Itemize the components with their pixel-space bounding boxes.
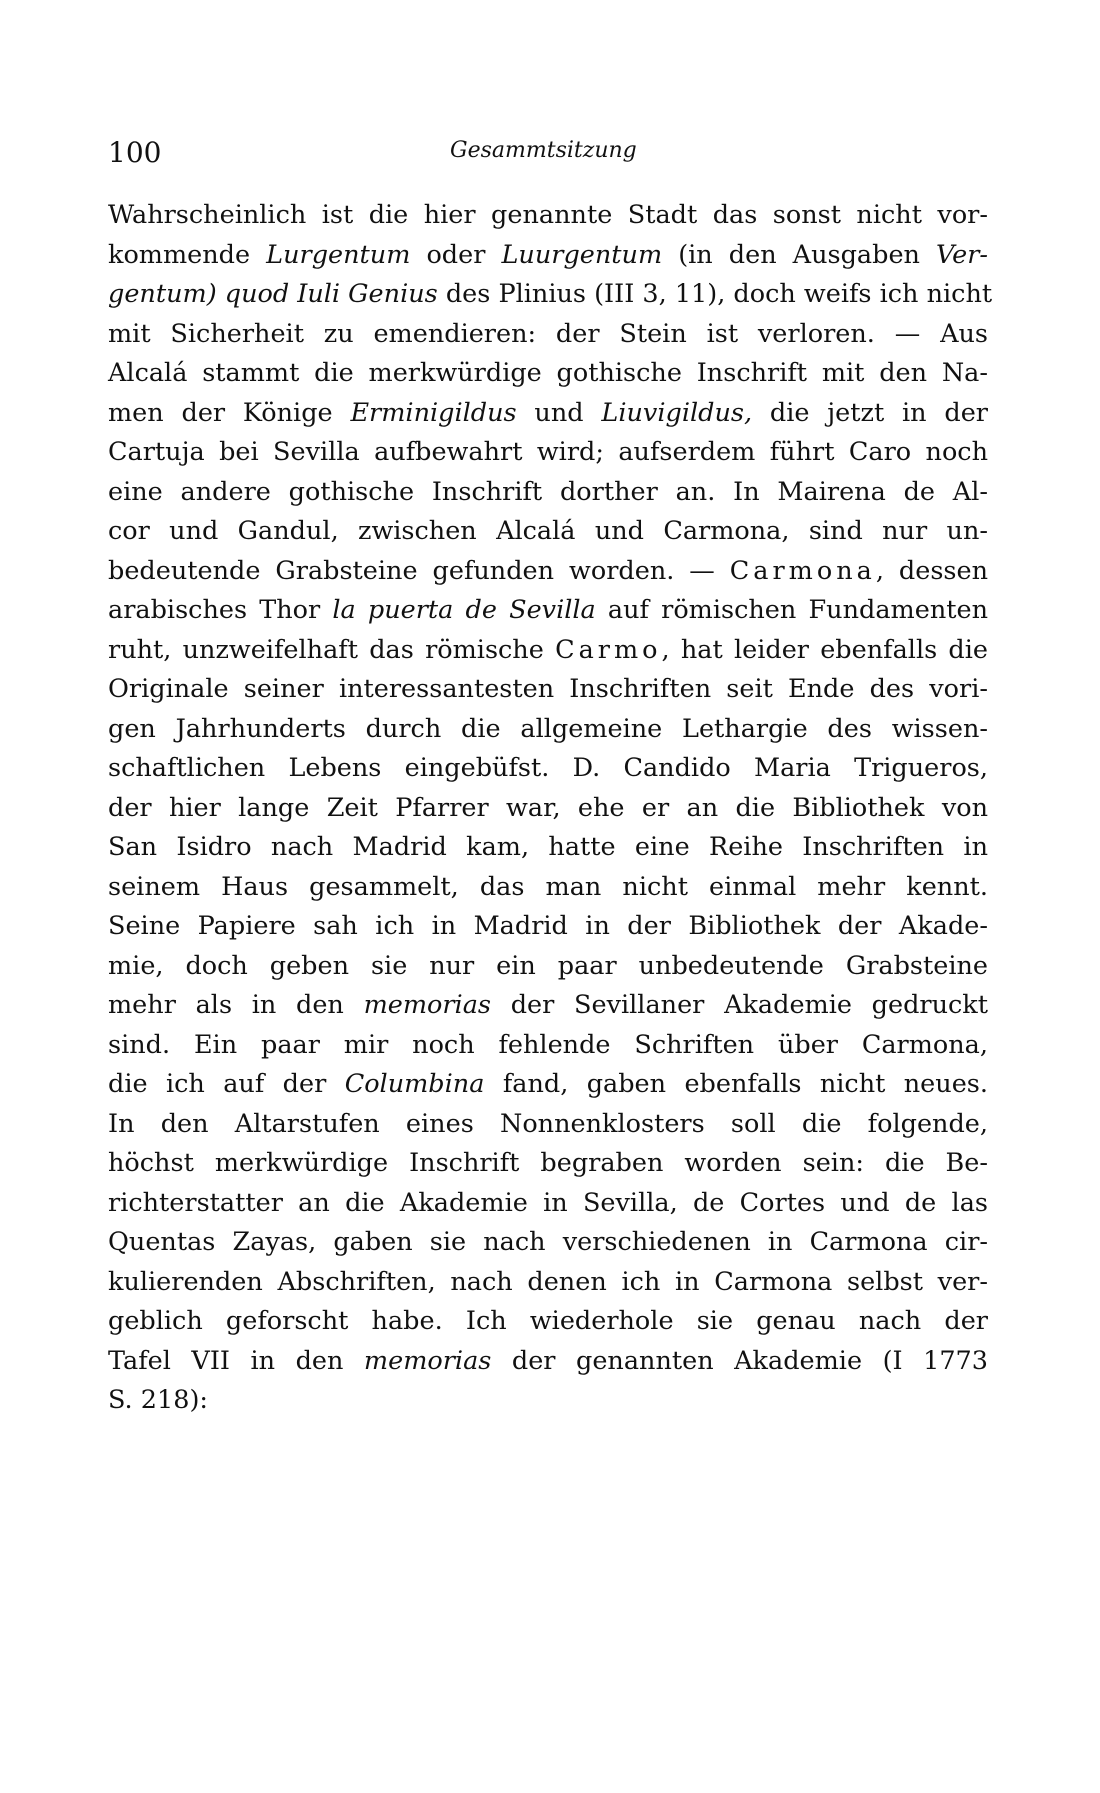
text-segment: eine andere gothische Inschrift dorther an. In Mairena de Al- bbox=[108, 476, 988, 507]
text-line bbox=[108, 1105, 988, 1145]
text-line bbox=[108, 710, 988, 750]
text-segment: Wahrscheinlich ist die hier genannte Stadt das sonst nicht vor- bbox=[108, 200, 988, 230]
text-line bbox=[108, 1302, 988, 1342]
text-line bbox=[108, 749, 988, 789]
text-line bbox=[108, 315, 988, 355]
text-line bbox=[108, 1184, 988, 1224]
text-line bbox=[108, 236, 988, 276]
text-segment: seinem Haus gesammelt, das man nicht einmal mehr kennt. bbox=[108, 871, 988, 902]
text-segment: arabisches Thor bbox=[108, 595, 333, 625]
text-line bbox=[108, 1223, 988, 1263]
text-segment: , hat leider ebenfalls die bbox=[661, 634, 988, 665]
text-segment: schaftlichen Lebens eingebüfst. D. Candido Maria Trigueros, bbox=[108, 753, 988, 783]
text-segment: mehr als in den bbox=[108, 990, 364, 1020]
text-segment: mie, doch geben sie nur ein paar unbedeutende Grabsteine bbox=[108, 950, 988, 981]
italic-text: Erminigildus bbox=[350, 397, 517, 428]
text-segment: San Isidro nach Madrid kam, hatte eine Reihe Inschriften in bbox=[108, 832, 988, 862]
text-segment: men der Könige bbox=[108, 397, 351, 428]
text-segment: oder bbox=[410, 239, 502, 270]
text-line bbox=[108, 1026, 988, 1066]
spaced-text: Carmo bbox=[555, 634, 662, 665]
text-segment: und bbox=[516, 397, 602, 428]
text-segment: bedeutende Grabsteine gefunden worden. — bbox=[108, 555, 730, 586]
text-segment: Originale seiner interessantesten Inschriften seit Ende des vori- bbox=[108, 674, 988, 704]
text-line bbox=[108, 275, 993, 315]
page-number: 100 bbox=[108, 136, 162, 169]
text-segment: der Sevillaner Akademie gedruckt bbox=[491, 990, 989, 1020]
text-segment: In den Altarstufen eines Nonnenklosters soll die folgende, bbox=[108, 1108, 988, 1139]
text-segment: die ich auf der bbox=[108, 1069, 345, 1099]
text-segment: der hier lange Zeit Pfarrer war, ehe er an die Bibliothek von bbox=[108, 792, 988, 823]
text-segment: geblich geforscht habe. Ich wiederhole sie genau nach der bbox=[108, 1306, 988, 1336]
text-segment: S. 218): bbox=[108, 1385, 208, 1415]
text-line bbox=[108, 473, 988, 513]
text-line bbox=[108, 591, 988, 631]
text-line bbox=[108, 552, 988, 592]
italic-text: Columbina bbox=[344, 1069, 485, 1099]
italic-text: memorias bbox=[363, 1345, 492, 1376]
italic-text: gentum) quod Iuli Genius bbox=[108, 279, 438, 309]
body-text bbox=[108, 196, 993, 1421]
text-segment: gen Jahrhunderts durch die allgemeine Lethargie des wissen- bbox=[108, 713, 988, 744]
text-segment: Tafel VII in den bbox=[108, 1345, 364, 1376]
text-line bbox=[108, 1144, 988, 1184]
text-segment: richterstatter an die Akademie in Sevilla, de Cortes und de las bbox=[108, 1187, 988, 1218]
text-segment: Alcalá stammt die merkwürdige gothische Inschrift mit den Na- bbox=[108, 358, 988, 388]
text-line bbox=[108, 1381, 988, 1421]
italic-text: la puerta de Sevilla bbox=[332, 595, 596, 625]
text-line bbox=[108, 433, 988, 473]
italic-text: memorias bbox=[363, 990, 492, 1020]
text-segment: cor und Gandul, zwischen Alcalá und Carmona, sind nur un- bbox=[108, 516, 988, 546]
text-segment: auf römischen Fundamenten bbox=[595, 595, 989, 625]
text-segment: höchst merkwürdige Inschrift begraben worden sein: die Be- bbox=[108, 1148, 988, 1178]
text-line bbox=[108, 986, 988, 1026]
text-line bbox=[108, 1065, 988, 1105]
text-segment: fand, gaben ebenfalls nicht neues. bbox=[484, 1069, 988, 1099]
text-line bbox=[108, 196, 988, 236]
text-segment: (in den Ausgaben bbox=[662, 239, 937, 270]
text-segment: die jetzt in der bbox=[752, 397, 988, 428]
text-segment: , dessen bbox=[875, 555, 989, 586]
text-line bbox=[108, 670, 988, 710]
text-line bbox=[108, 1342, 988, 1382]
text-segment: Quentas Zayas, gaben sie nach verschiedenen in Carmona cir- bbox=[108, 1227, 988, 1257]
text-segment: Cartuja bei Sevilla aufbewahrt wird; aufserdem führt Caro noch bbox=[108, 437, 988, 467]
text-line bbox=[108, 1263, 988, 1303]
text-line bbox=[108, 828, 988, 868]
spaced-text: Carmona bbox=[729, 555, 876, 586]
text-line bbox=[108, 394, 988, 434]
running-head: Gesammtsitzung bbox=[450, 138, 637, 163]
text-segment: sind. Ein paar mir noch fehlende Schriften über Carmona, bbox=[108, 1029, 988, 1060]
text-line bbox=[108, 907, 988, 947]
text-segment: der genannten Akademie (I 1773 bbox=[491, 1345, 988, 1376]
text-line bbox=[108, 512, 988, 552]
text-segment: des Plinius (III 3, 11), doch weifs ich nicht bbox=[437, 279, 993, 309]
text-segment: Seine Papiere sah ich in Madrid in der Bibliothek der Akade- bbox=[108, 911, 988, 941]
text-segment: kulierenden Abschriften, nach denen ich in Carmona selbst ver- bbox=[108, 1266, 988, 1297]
text-segment: ruht, unzweifelhaft das römische bbox=[108, 634, 556, 665]
text-line bbox=[108, 631, 988, 671]
italic-text: Lurgentum bbox=[266, 239, 411, 270]
italic-text: Liuvigildus, bbox=[601, 397, 753, 428]
text-line bbox=[108, 354, 988, 394]
text-segment: kommende bbox=[108, 239, 267, 270]
text-line bbox=[108, 868, 988, 908]
italic-text: Ver- bbox=[936, 239, 989, 270]
text-segment: mit Sicherheit zu emendieren: der Stein ist verloren. — Aus bbox=[108, 318, 988, 349]
text-line bbox=[108, 947, 988, 987]
text-line bbox=[108, 789, 988, 829]
italic-text: Luurgentum bbox=[501, 239, 663, 270]
